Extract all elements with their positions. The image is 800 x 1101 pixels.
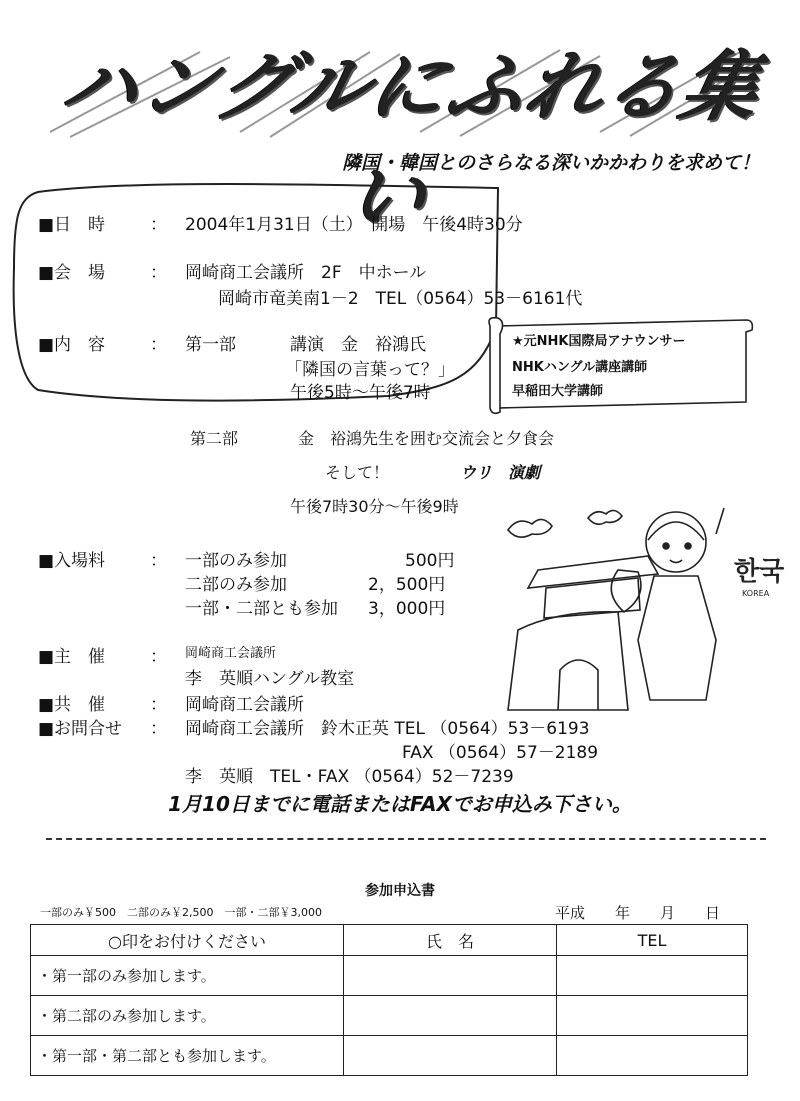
registration-table (30, 924, 748, 1076)
title-text: ハングルにふれる集い (53, 42, 771, 241)
venue-line1: 岡崎商工会議所 2F 中ホール (185, 263, 427, 283)
table-row (31, 1036, 748, 1076)
colon: ： (150, 551, 167, 571)
contact-label: ■お問合せ (38, 719, 123, 739)
subtitle: 隣国・韓国とのさらなる深いかかわりを求めて！ (341, 152, 760, 174)
venue-line2: 岡崎市竜美南1－2 TEL（0564）53－6161代 (218, 289, 583, 309)
part1-topic: 「隣国の言葉って？」 (285, 360, 455, 380)
fee-label: ■入場料 (38, 551, 106, 571)
colon: ： (150, 695, 167, 715)
fee-item-2: 二部のみ参加 (185, 575, 287, 595)
part2-time: 午後7時30分～午後9時 (290, 497, 459, 516)
form-date-line: 平成 年 月 日 (555, 904, 721, 922)
deadline-notice: 1月10日までに電話またはFAXでお申込み下さい。 (168, 792, 632, 816)
host-label: ■主 催 (38, 647, 106, 667)
mascot-hangul: 한국 (734, 557, 785, 587)
tel-cell[interactable] (557, 996, 748, 1036)
contact-2: 李 英順 TEL・FAX （0564）52－7239 (185, 767, 514, 787)
content-label: ■内 容 (38, 335, 106, 355)
form-fees-line: 一部のみ￥500 二部のみ￥2,500 一部・二部￥3,000 (40, 906, 322, 919)
option-part2[interactable]: ・第二部のみ参加します。 (31, 996, 344, 1036)
colon: ： (150, 719, 167, 739)
name-cell[interactable] (344, 996, 557, 1036)
table-row (31, 956, 748, 996)
host-2: 李 英順ハングル教室 (185, 669, 355, 689)
colon: ： (150, 647, 167, 667)
contact-1: 岡崎商工会議所 鈴木正英 TEL （0564）53－6193 (185, 719, 590, 739)
hanbok-girl-illustration (498, 500, 785, 710)
venue-label: ■会 場 (38, 263, 106, 283)
cohost-label: ■共 催 (38, 695, 106, 715)
colon: ： (150, 263, 167, 283)
fee-price-1: 500円 (405, 551, 455, 571)
name-cell[interactable] (344, 1036, 557, 1076)
header-tel: TEL (557, 925, 748, 956)
part2-label: 第二部 (190, 429, 239, 448)
mascot-korea: KOREA (742, 589, 770, 598)
performance: ウリ 演劇 (460, 463, 541, 482)
option-both[interactable]: ・第一部・第二部とも参加します。 (31, 1036, 344, 1076)
and-label: そして！ (325, 463, 390, 482)
tel-cell[interactable] (557, 1036, 748, 1076)
colon: ： (150, 335, 167, 355)
header-choice: ○印をお付けください (31, 925, 344, 956)
colon: ： (150, 215, 167, 235)
host-1: 岡崎商工会議所 (185, 646, 277, 661)
form-title: 参加申込書 (365, 883, 435, 899)
fee-item-3: 一部・二部とも参加 (185, 599, 338, 619)
fee-price-2: 2，500円 (368, 575, 446, 595)
date-label: ■日 時 (38, 215, 106, 235)
part1-label: 第一部 (185, 335, 236, 355)
part1-speaker: 講演 金 裕鴻氏 (290, 335, 426, 355)
contact-1-fax: FAX （0564）57－2189 (402, 743, 599, 763)
part1-time: 午後5時～午後7時 (290, 383, 431, 403)
speaker-profile-1: ★元NHK国際局アナウンサー (512, 334, 686, 349)
name-cell[interactable] (344, 956, 557, 996)
cut-line (46, 838, 766, 840)
speaker-profile-3: 早稲田大学講師 (512, 384, 604, 399)
table-header-row (31, 925, 748, 956)
fee-item-1: 一部のみ参加 (185, 551, 287, 571)
tel-cell[interactable] (557, 956, 748, 996)
part2-desc: 金 裕鴻先生を囲む交流会と夕食会 (298, 429, 555, 448)
date-value: 2004年1月31日（土） 開場 午後4時30分 (185, 215, 523, 235)
option-part1[interactable]: ・第一部のみ参加します。 (31, 956, 344, 996)
speaker-profile-2: NHKハングル講座講師 (512, 360, 648, 375)
cohost: 岡崎商工会議所 (185, 695, 304, 715)
table-row (31, 996, 748, 1036)
fee-price-3: 3，000円 (368, 599, 446, 619)
header-name: 氏 名 (344, 925, 557, 956)
